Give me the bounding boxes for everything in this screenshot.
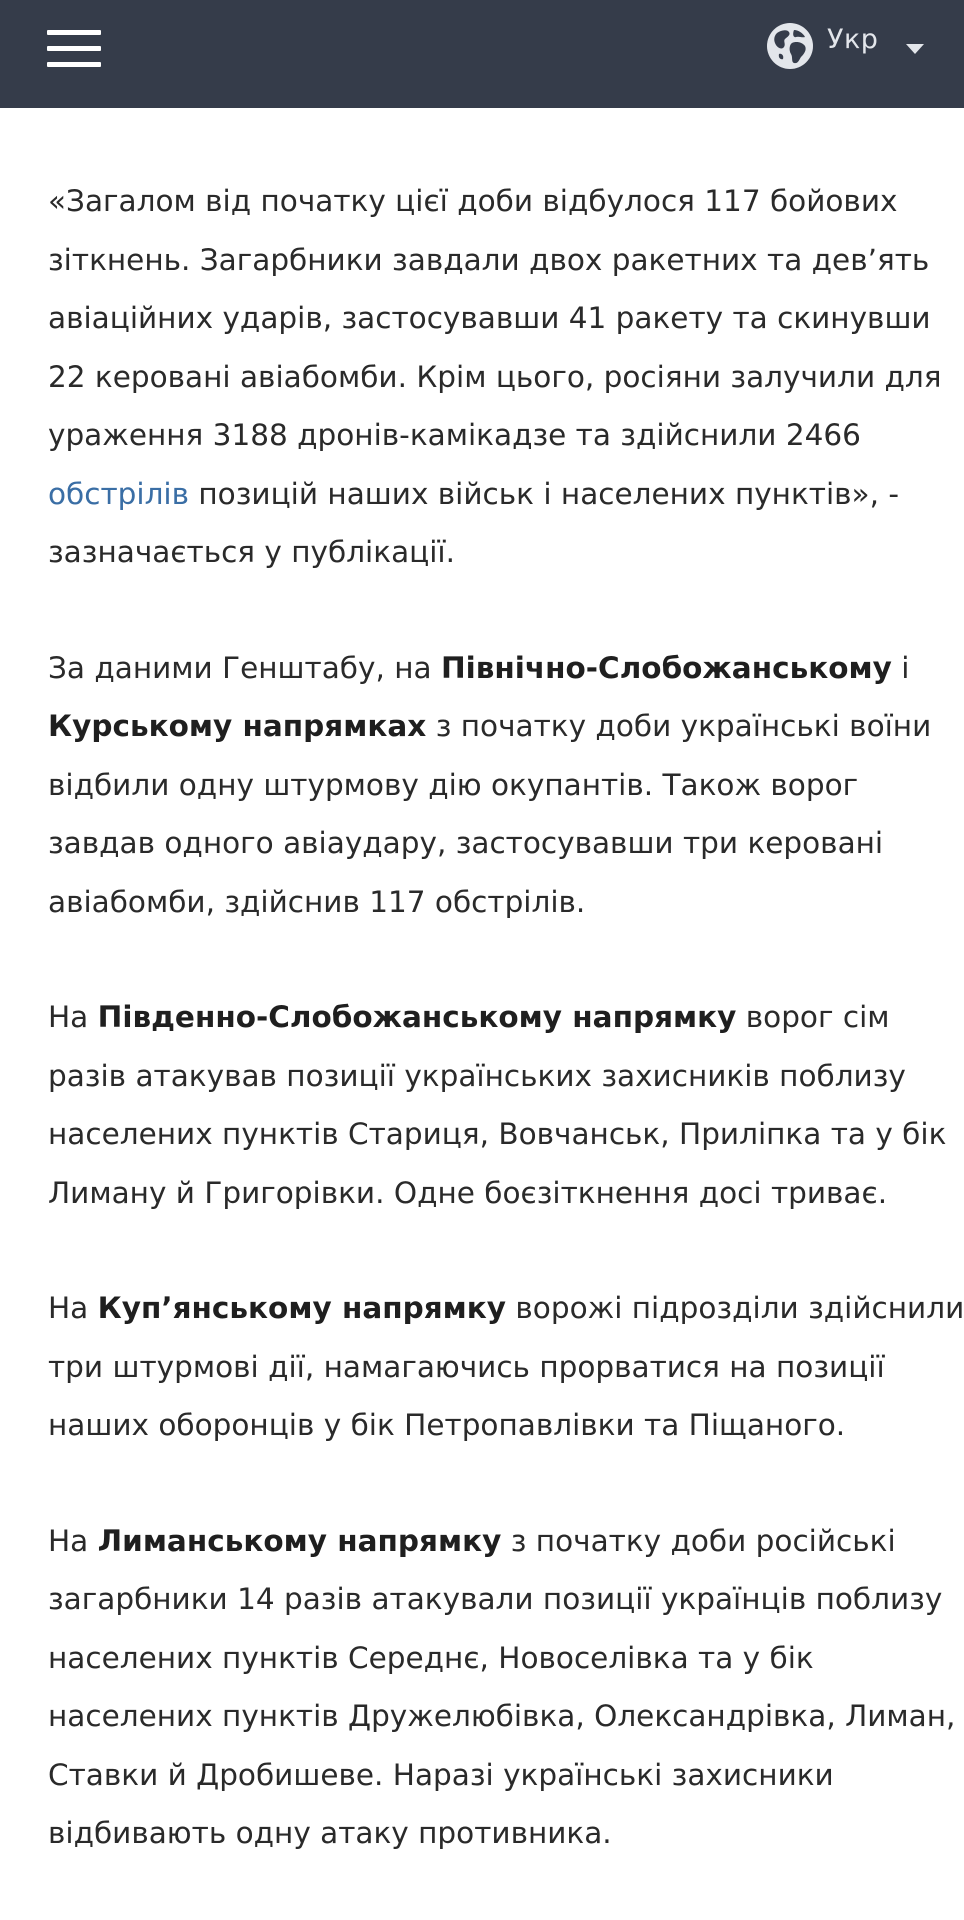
text-line: наших оборонців у бік Петропавлівки та Піщаного. <box>48 1408 846 1442</box>
text-line: населених пунктів Стариця, Вовчанськ, Приліпка та у бік <box>48 1117 947 1151</box>
text-line: Ставки й Дробишеве. Наразі українські захисники <box>48 1757 834 1792</box>
text-line: «Загалом від початку цієї доби відбулося 117 бойових <box>48 184 898 218</box>
text-span: На <box>48 1291 98 1325</box>
direction-name: Південно-Слобожанському напрямку <box>97 1000 737 1034</box>
text-line: зіткнень. Загарбники завдали двох ракетних та дев’ять <box>48 242 930 277</box>
chevron-down-icon <box>906 44 924 54</box>
text-span: ворожі підрозділи здійснили <box>506 1291 964 1325</box>
top-navigation-bar <box>0 0 964 108</box>
text-line: зазначається у публікації. <box>48 535 455 569</box>
text-line: загарбники 14 разів атакували позиції українців поблизу <box>48 1582 943 1616</box>
article-paragraph <box>48 1279 964 1455</box>
text-span: і <box>891 650 910 685</box>
direction-name: Курському напрямках <box>48 709 427 743</box>
text-line: авіаційних ударів, застосувавши 41 ракету та скинувши <box>48 301 931 335</box>
article-paragraph <box>48 1512 956 1863</box>
article-paragraph <box>48 639 932 932</box>
hamburger-menu-icon[interactable] <box>47 27 101 71</box>
menu-line <box>47 30 101 35</box>
text-span: з початку доби російські <box>501 1523 896 1558</box>
text-span: За даними Генштабу, на <box>48 650 441 685</box>
shelling-link[interactable]: обстрілів <box>48 476 190 511</box>
text-line: разів атакував позиції українських захисників поблизу <box>48 1058 906 1093</box>
text-span: На <box>48 1000 98 1034</box>
globe-icon <box>765 21 815 71</box>
text-span: з початку доби українські воїни <box>426 709 932 743</box>
text-line: населених пунктів Середнє, Новоселівка та у бік <box>48 1640 814 1675</box>
text-line: Лиману й Григорівки. Одне боєзіткнення досі триває. <box>48 1175 888 1210</box>
direction-name: Лиманському напрямку <box>97 1523 502 1558</box>
text-line: відбивають одну атаку противника. <box>48 1816 612 1850</box>
menu-line <box>47 62 101 67</box>
text-span: ворог сім <box>736 1000 890 1034</box>
text-line: авіабомби, здійснив 117 обстрілів. <box>48 884 586 919</box>
direction-name: Куп’янському напрямку <box>97 1291 507 1325</box>
text-line: населених пунктів Дружелюбівка, Олександрівка, Лиман, <box>48 1699 956 1733</box>
text-span: На <box>48 1523 98 1558</box>
text-line: 22 керовані авіабомби. Крім цього, росіяни залучили для <box>48 359 942 394</box>
menu-line <box>47 46 101 51</box>
language-selector[interactable] <box>765 20 924 72</box>
article-paragraph <box>48 172 942 582</box>
text-line: три штурмові дії, намагаючись прорватися на позиції <box>48 1349 885 1384</box>
direction-name: Північно-Слобожанському <box>440 650 892 685</box>
article-body <box>48 172 964 1920</box>
text-line: позицій наших військ і населених пунктів», - <box>189 476 900 511</box>
text-line: ураження 3188 дронів-камікадзе та здійснили 2466 <box>48 418 861 452</box>
language-label: Укр <box>827 23 879 55</box>
article-paragraph <box>48 988 947 1222</box>
text-line: завдав одного авіаудару, застосувавши три керовані <box>48 826 884 860</box>
text-line: відбили одну штурмову дію окупантів. Також ворог <box>48 767 859 802</box>
